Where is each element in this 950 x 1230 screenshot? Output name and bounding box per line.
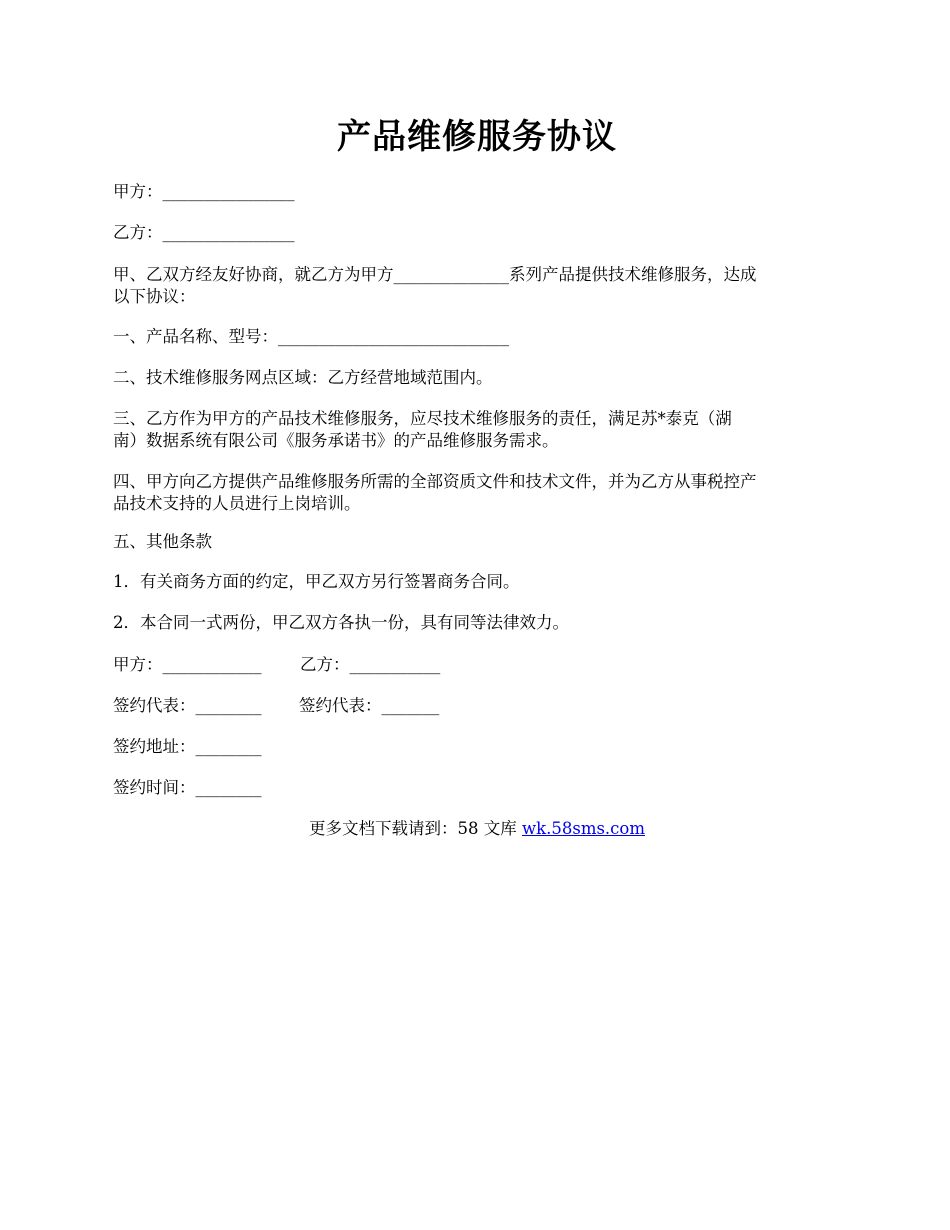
sign-rep-b: 签约代表：_______ <box>299 696 440 715</box>
sign-rep-a: 签约代表：________ <box>113 696 262 715</box>
intro-line-1: 甲、乙双方经友好协商，就乙方为甲方______________系列产品提供技术维修服务，达成 <box>113 265 757 284</box>
clause-3 <box>113 408 841 452</box>
sign-time: 签约时间：________ <box>113 778 262 797</box>
sign-address: 签约地址：________ <box>113 737 262 756</box>
footer-text: 更多文档下载请到：58 文库 <box>308 819 522 838</box>
clause-4 <box>113 471 841 515</box>
signature-reps-row <box>113 695 440 717</box>
clause-1: 一、产品名称、型号：____________________________ <box>113 327 509 346</box>
footer-link[interactable]: wk.58sms.com <box>521 819 645 838</box>
clause-4-line-1: 四、甲方向乙方提供产品维修服务所需的全部资质文件和技术文件，并为乙方从事税控产 <box>113 472 757 491</box>
clause-4-line-2: 品技术支持的人员进行上岗培训。 <box>113 494 361 513</box>
clause-3-line-2: 南）数据系统有限公司《服务承诺书》的产品维修服务需求。 <box>113 431 559 450</box>
document-title: 产品维修服务协议 <box>337 117 617 157</box>
sign-party-a: 甲方：____________ <box>113 655 262 674</box>
sign-party-b: 乙方：___________ <box>300 655 441 674</box>
intro-paragraph <box>113 264 841 308</box>
footer <box>113 818 841 840</box>
item-1: 1．有关商务方面的约定，甲乙双方另行签署商务合同。 <box>113 572 520 591</box>
intro-line-2: 以下协议： <box>113 287 196 306</box>
item-2: 2．本合同一式两份，甲乙双方各执一份，具有同等法律效力。 <box>113 613 569 632</box>
signature-parties-row <box>113 654 441 676</box>
clause-3-line-1: 三、乙方作为甲方的产品技术维修服务，应尽技术维修服务的责任，满足苏*泰克（湖 <box>113 409 732 428</box>
party-a-line: 甲方：________________ <box>113 182 295 201</box>
clause-2: 二、技术维修服务网点区域：乙方经营地域范围内。 <box>113 368 493 387</box>
party-b-line: 乙方：________________ <box>113 223 295 242</box>
clause-5: 五、其他条款 <box>113 532 212 551</box>
